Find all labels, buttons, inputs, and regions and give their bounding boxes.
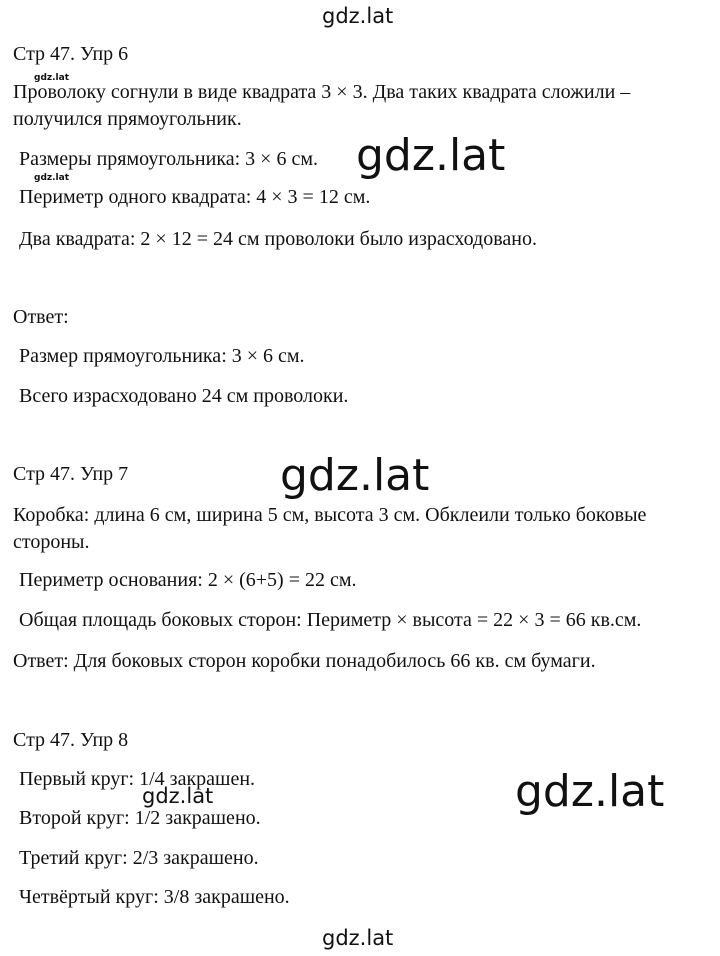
exercise-7-answer: Ответ: Для боковых сторон коробки понадобилось 66 кв. см бумаги.	[13, 650, 596, 672]
exercise-8-heading: Стр 47. Упр 8	[13, 729, 129, 751]
exercise-8-line-4: Четвёртый круг: 3/8 закрашено.	[19, 886, 290, 908]
watermark-top: gdz.lat	[322, 4, 394, 28]
exercise-6-intro-line-2: получился прямоугольник.	[13, 108, 242, 130]
exercise-7-line-1: Периметр основания: 2 × (6+5) = 22 см.	[19, 569, 357, 591]
watermark-tiny: gdz.lat	[34, 73, 70, 83]
exercise-6-line-1: Размеры прямоугольника: 3 × 6 см.	[19, 148, 318, 170]
watermark-tiny: gdz.lat	[34, 173, 70, 183]
exercise-7-intro-line-1: Коробка: длина 6 см, ширина 5 см, высота 3 см. Обклеили только боковые	[13, 504, 647, 526]
exercise-7-heading: Стр 47. Упр 7	[13, 463, 129, 485]
exercise-8-line-3: Третий круг: 2/3 закрашено.	[19, 847, 259, 869]
watermark-large: gdz.lat	[515, 766, 665, 817]
exercise-6-answer-line-2: Всего израсходовано 24 см проволоки.	[19, 385, 349, 407]
watermark-large: gdz.lat	[280, 450, 430, 501]
exercise-6-line-3: Два квадрата: 2 × 12 = 24 см проволоки было израсходовано.	[19, 228, 537, 250]
exercise-7-line-2: Общая площадь боковых сторон: Периметр × высота = 22 × 3 = 66 кв.см.	[19, 609, 642, 631]
exercise-6-answer-line-1: Размер прямоугольника: 3 × 6 см.	[19, 345, 305, 367]
exercise-6-answer-label: Ответ:	[13, 306, 69, 328]
watermark-small: gdz.lat	[142, 784, 214, 808]
exercise-6-heading: Стр 47. Упр 6	[13, 43, 129, 65]
exercise-8-line-2: Второй круг: 1/2 закрашено.	[19, 807, 261, 829]
exercise-6-line-2: Периметр одного квадрата: 4 × 3 = 12 см.	[19, 186, 371, 208]
watermark-large: gdz.lat	[356, 130, 506, 181]
exercise-8-line-1: Первый круг: 1/4 закрашен.	[19, 768, 256, 790]
exercise-7-intro-line-2: стороны.	[13, 531, 90, 553]
watermark-bottom: gdz.lat	[322, 926, 394, 950]
exercise-6-intro-line-1: Проволоку согнули в виде квадрата 3 × 3. Два таких квадрата сложили –	[13, 81, 631, 103]
